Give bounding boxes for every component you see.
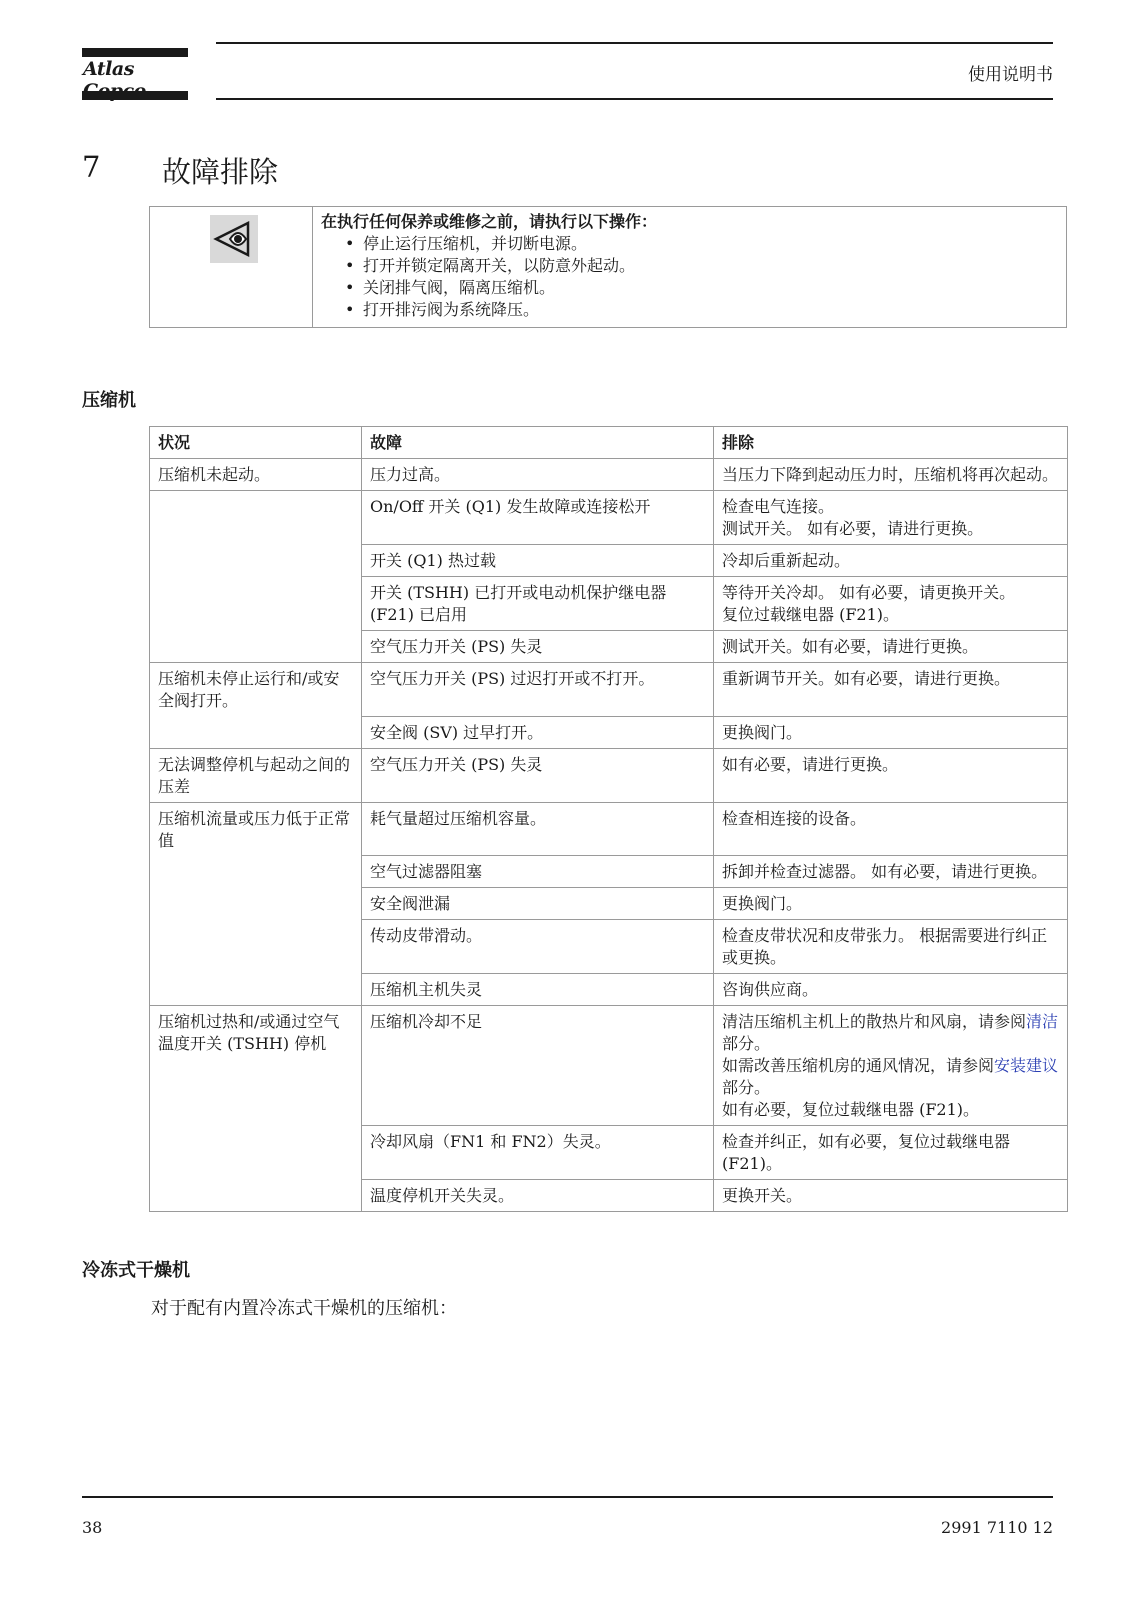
table-row <box>150 888 1068 920</box>
chapter-number: 7 <box>82 150 101 184</box>
compressor-troubleshooting-table <box>149 426 1068 1212</box>
table-row <box>150 663 1068 717</box>
remedy-line: 如有必要，请进行更换。 <box>722 754 899 774</box>
safety-icon-cell <box>150 207 313 327</box>
brand-logo <box>82 48 188 100</box>
condition-cell <box>150 1180 362 1212</box>
table-row <box>150 545 1068 577</box>
remedy-line: 复位过载继电器 (F21)。 <box>722 605 900 624</box>
table-row <box>150 748 1068 802</box>
safety-lead: 在执行任何保养或维修之前，请执行以下操作： <box>321 212 658 231</box>
eye-warning-icon <box>210 215 258 263</box>
remedy-cell <box>714 631 1068 663</box>
remedy-line: 检查并纠正，如有必要，复位过载继电器 (F21)。 <box>722 1132 1011 1173</box>
condition-cell <box>150 974 362 1006</box>
fault-cell: 安全阀泄漏 <box>362 888 714 920</box>
remedy-text: 如需改善压缩机房的通风情况，请参阅 <box>722 1056 995 1075</box>
footer-rule <box>82 1496 1053 1498</box>
remedy-cell <box>714 545 1068 577</box>
table-row <box>150 631 1068 663</box>
remedy-cell <box>714 1180 1068 1212</box>
fault-cell: 安全阀 (SV) 过早打开。 <box>362 716 714 748</box>
remedy-line: 测试开关。 如有必要，请进行更换。 <box>722 519 984 538</box>
fault-cell: 压缩机主机失灵 <box>362 974 714 1006</box>
table-row <box>150 1006 1068 1126</box>
remedy-cell <box>714 459 1068 491</box>
remedy-cell <box>714 577 1068 631</box>
fault-cell: 空气压力开关 (PS) 过迟打开或不打开。 <box>362 663 714 717</box>
dryer-intro: 对于配有内置冷冻式干燥机的压缩机： <box>151 1298 457 1319</box>
remedy-line: 如有必要，复位过载继电器 (F21)。 <box>722 1100 980 1119</box>
remedy-line <box>722 1011 1059 1055</box>
safety-steps <box>321 233 1058 321</box>
remedy-line <box>722 1055 1059 1099</box>
table-row <box>150 974 1068 1006</box>
link-installation-advice[interactable]: 安装建议 <box>994 1056 1059 1075</box>
remedy-line: 更换开关。 <box>722 1186 803 1205</box>
remedy-cell <box>714 802 1068 856</box>
remedy-line: 检查电气连接。 <box>722 497 835 516</box>
condition-cell: 压缩机未起动。 <box>150 459 362 491</box>
remedy-line: 咨询供应商。 <box>722 980 819 999</box>
remedy-line: 更换阀门。 <box>722 722 803 742</box>
condition-cell <box>150 491 362 545</box>
section-title-compressor: 压缩机 <box>82 390 136 411</box>
table-row <box>150 920 1068 974</box>
remedy-line: 重新调节开关。如有必要，请进行更换。 <box>722 669 1011 688</box>
fault-cell: 开关 (Q1) 热过载 <box>362 545 714 577</box>
fault-cell: 传动皮带滑动。 <box>362 920 714 974</box>
fault-cell: 温度停机开关失灵。 <box>362 1180 714 1212</box>
link-cleaning[interactable]: 清洁 <box>1026 1012 1059 1031</box>
safety-step: • 打开排污阀为系统降压。 <box>343 299 1058 321</box>
remedy-cell <box>714 1126 1068 1180</box>
condition-cell <box>150 920 362 974</box>
safety-step: • 关闭排气阀，隔离压缩机。 <box>343 277 1058 299</box>
remedy-cell <box>714 663 1068 717</box>
chapter-title: 故障排除 <box>162 155 279 189</box>
safety-notice <box>149 206 1067 328</box>
condition-cell: 压缩机流量或压力低于正常值 <box>150 802 362 856</box>
table-row <box>150 856 1068 888</box>
remedy-text: 清洁压缩机主机上的散热片和风扇，请参阅 <box>722 1012 1027 1031</box>
remedy-line: 冷却后重新起动。 <box>722 551 851 570</box>
fault-cell: 压缩机冷却不足 <box>362 1006 714 1126</box>
table-row <box>150 1180 1068 1212</box>
column-header-condition: 状况 <box>150 427 362 459</box>
fault-cell: 冷却风扇（FN1 和 FN2）失灵。 <box>362 1126 714 1180</box>
remedy-line: 检查皮带状况和皮带张力。 根据需要进行纠正或更换。 <box>722 926 1048 967</box>
safety-step: • 打开并锁定隔离开关，以防意外起动。 <box>343 255 1058 277</box>
fault-cell: 压力过高。 <box>362 459 714 491</box>
condition-cell <box>150 545 362 577</box>
remedy-cell <box>714 974 1068 1006</box>
table-row <box>150 577 1068 631</box>
condition-cell: 压缩机未停止运行和/或安全阀打开。 <box>150 663 362 717</box>
condition-cell <box>150 888 362 920</box>
condition-cell <box>150 716 362 748</box>
brand-wordmark: Atlas <box>83 58 134 80</box>
fault-cell: 开关 (TSHH) 已打开或电动机保护继电器 (F21) 已启用 <box>362 577 714 631</box>
column-header-remedy: 排除 <box>714 427 1068 459</box>
remedy-text: 部分。 <box>722 1078 771 1097</box>
condition-cell <box>150 631 362 663</box>
remedy-cell <box>714 888 1068 920</box>
fault-cell: On/Off 开关 (Q1) 发生故障或连接松开 <box>362 491 714 545</box>
safety-step: • 停止运行压缩机，并切断电源。 <box>343 233 1058 255</box>
column-header-fault: 故障 <box>362 427 714 459</box>
condition-cell <box>150 577 362 631</box>
table-row <box>150 716 1068 748</box>
condition-cell: 无法调整停机与起动之间的压差 <box>150 748 362 802</box>
table-row <box>150 802 1068 856</box>
remedy-line: 测试开关。如有必要，请进行更换。 <box>722 637 979 656</box>
table-row <box>150 1126 1068 1180</box>
remedy-line: 拆卸并检查过滤器。 如有必要，请进行更换。 <box>722 862 1048 881</box>
document-number: 2991 7110 12 <box>941 1518 1053 1537</box>
fault-cell: 空气压力开关 (PS) 失灵 <box>362 748 714 802</box>
remedy-cell <box>714 920 1068 974</box>
fault-cell: 空气过滤器阻塞 <box>362 856 714 888</box>
remedy-cell <box>714 1006 1068 1126</box>
remedy-line: 更换阀门。 <box>722 894 803 913</box>
remedy-cell <box>714 748 1068 802</box>
doc-type-label: 使用说明书 <box>968 65 1053 85</box>
condition-cell: 压缩机过热和/或通过空气温度开关 (TSHH) 停机 <box>150 1006 362 1126</box>
table-row <box>150 459 1068 491</box>
remedy-cell <box>714 716 1068 748</box>
section-title-dryer: 冷冻式干燥机 <box>82 1260 190 1281</box>
condition-cell <box>150 856 362 888</box>
header-bottom-rule <box>216 98 1053 100</box>
page-number: 38 <box>82 1518 103 1537</box>
fault-cell: 空气压力开关 (PS) 失灵 <box>362 631 714 663</box>
remedy-line: 等待开关冷却。 如有必要，请更换开关。 <box>722 583 1016 602</box>
condition-cell <box>150 1126 362 1180</box>
remedy-text: 部分。 <box>722 1034 771 1053</box>
remedy-line: 当压力下降到起动压力时，压缩机将再次起动。 <box>722 465 1059 484</box>
table-row <box>150 491 1068 545</box>
fault-cell: 耗气量超过压缩机容量。 <box>362 802 714 856</box>
header-top-rule <box>216 42 1053 44</box>
remedy-cell <box>714 491 1068 545</box>
remedy-cell <box>714 856 1068 888</box>
remedy-line: 检查相连接的设备。 <box>722 808 867 828</box>
table-header-row <box>150 427 1068 459</box>
